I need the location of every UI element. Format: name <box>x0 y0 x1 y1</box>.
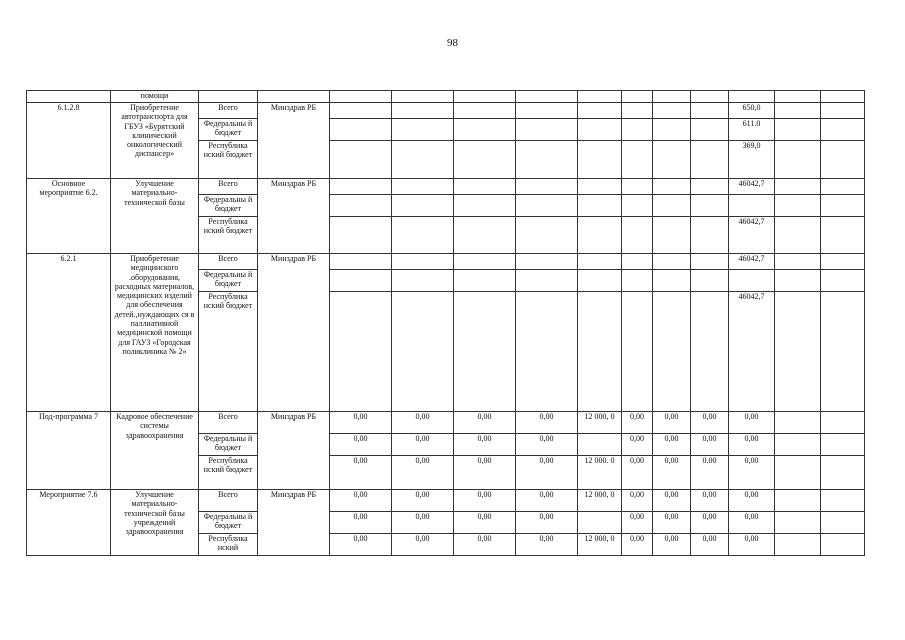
code-cell: 6.2.1 <box>27 254 111 412</box>
value-cell <box>578 270 622 292</box>
value-cell: 0,00 <box>691 512 729 534</box>
value-cell: 46042,7 <box>729 292 775 412</box>
code-cell: 6.1.2.8 <box>27 103 111 179</box>
value-cell: 611.0 <box>729 119 775 141</box>
value-cell: 650,0 <box>729 103 775 119</box>
value-cell <box>821 119 865 141</box>
value-cell: 0,00 <box>691 434 729 456</box>
value-cell <box>775 534 821 556</box>
value-cell: 0,00 <box>729 456 775 490</box>
value-cell: 46042,7 <box>729 217 775 254</box>
value-cell: 0,00 <box>622 434 653 456</box>
value-cell: 0,00 <box>653 534 691 556</box>
value-cell <box>775 141 821 179</box>
value-cell <box>729 195 775 217</box>
value-cell: 46042,7 <box>729 254 775 270</box>
value-cell <box>516 292 578 412</box>
value-cell <box>821 270 865 292</box>
continuation-row <box>27 91 865 103</box>
value-cell: 0,00 <box>729 412 775 434</box>
source-cell: Всего <box>199 490 258 512</box>
value-cell <box>775 217 821 254</box>
code-cell: Основное мероприятие 6.2. <box>27 179 111 254</box>
value-cell: 0,00 <box>516 434 578 456</box>
value-cell <box>775 490 821 512</box>
value-cell: 0,00 <box>691 490 729 512</box>
value-cell <box>653 179 691 195</box>
value-cell <box>330 195 392 217</box>
source-cell: Федеральны й бюджет <box>199 434 258 456</box>
code-cell: Под-программа 7 <box>27 412 111 490</box>
source-cell: Федеральны й бюджет <box>199 512 258 534</box>
source-cell: Республика нский бюджет <box>199 217 258 254</box>
value-cell: 0,00 <box>691 412 729 434</box>
source-cell: Республика нский <box>199 534 258 556</box>
value-cell: 0,00 <box>653 490 691 512</box>
value-cell <box>392 195 454 217</box>
value-cell <box>622 195 653 217</box>
value-cell: 0,00 <box>729 534 775 556</box>
value-cell: 0,00 <box>653 412 691 434</box>
value-cell: 12 000, 0 <box>578 412 622 434</box>
value-cell: 0,00 <box>330 456 392 490</box>
value-cell <box>821 456 865 490</box>
value-cell <box>578 434 622 456</box>
value-cell: 0,00 <box>454 490 516 512</box>
value-cell: 12 000, 0 <box>578 534 622 556</box>
value-cell <box>454 103 516 119</box>
value-cell: 0.00 <box>691 456 729 490</box>
value-cell: 0,00 <box>454 434 516 456</box>
value-cell <box>653 195 691 217</box>
value-cell <box>691 141 729 179</box>
value-cell <box>775 512 821 534</box>
value-cell <box>392 179 454 195</box>
value-cell <box>516 217 578 254</box>
value-cell <box>653 141 691 179</box>
value-cell <box>691 103 729 119</box>
value-cell: 0,00 <box>330 512 392 534</box>
value-cell <box>392 119 454 141</box>
value-cell <box>622 270 653 292</box>
value-cell <box>775 195 821 217</box>
source-cell: Федеральны й бюджет <box>199 119 258 141</box>
value-cell: 0,00 <box>330 534 392 556</box>
value-cell <box>330 270 392 292</box>
value-cell <box>392 103 454 119</box>
executor-cell: Минздрав РБ <box>258 490 330 556</box>
value-cell: 0,00 <box>622 512 653 534</box>
value-cell: 0,00 <box>516 456 578 490</box>
name-cell: помощи <box>111 91 199 103</box>
value-cell <box>775 270 821 292</box>
value-cell <box>821 217 865 254</box>
value-cell <box>622 292 653 412</box>
value-cell <box>392 270 454 292</box>
value-cell <box>775 434 821 456</box>
value-cell <box>578 141 622 179</box>
value-cell <box>775 292 821 412</box>
value-cell: 0,00 <box>516 534 578 556</box>
value-cell <box>330 254 392 270</box>
value-cell: 0,00 <box>622 456 653 490</box>
value-cell <box>821 412 865 434</box>
value-cell: 46042,7 <box>729 179 775 195</box>
source-cell: Всего <box>199 179 258 195</box>
value-cell <box>691 270 729 292</box>
value-cell <box>516 270 578 292</box>
source-cell: Всего <box>199 254 258 270</box>
value-cell <box>691 195 729 217</box>
code-cell: Мероприятие 7.6 <box>27 490 111 556</box>
value-cell <box>392 292 454 412</box>
value-cell <box>578 103 622 119</box>
value-cell <box>821 179 865 195</box>
value-cell: 0,00 <box>392 412 454 434</box>
value-cell <box>622 217 653 254</box>
value-cell: 0,00 <box>392 534 454 556</box>
value-cell <box>578 292 622 412</box>
value-cell <box>775 179 821 195</box>
executor-cell: Минздрав РБ <box>258 179 330 254</box>
name-cell: Приобретение медицинского .оборудования, расходных материалов, медицинских изделий для обеспечения детей.,нуждающих ся в паллиативной медицинской помощи для ГАУЗ «Городская поликлиника № 2» <box>111 254 199 412</box>
value-cell <box>821 534 865 556</box>
value-cell <box>691 179 729 195</box>
value-cell <box>454 195 516 217</box>
value-cell <box>454 292 516 412</box>
value-cell <box>454 119 516 141</box>
value-cell <box>454 217 516 254</box>
value-cell <box>775 103 821 119</box>
value-cell <box>622 119 653 141</box>
value-cell: 0,00 <box>454 512 516 534</box>
value-cell <box>691 119 729 141</box>
value-cell <box>653 292 691 412</box>
value-cell: 0,00 <box>729 490 775 512</box>
executor-cell: Минздрав РБ <box>258 103 330 179</box>
value-cell <box>516 195 578 217</box>
value-cell <box>821 512 865 534</box>
value-cell <box>821 254 865 270</box>
value-cell: 0,00 <box>392 434 454 456</box>
value-cell <box>516 103 578 119</box>
value-cell: 0,00 <box>454 412 516 434</box>
page-number: 98 <box>447 37 458 49</box>
value-cell: 12 000, 0 <box>578 490 622 512</box>
value-cell <box>622 141 653 179</box>
value-cell: 0,00 <box>622 412 653 434</box>
value-cell: 0,00 <box>653 456 691 490</box>
value-cell <box>622 179 653 195</box>
value-cell <box>516 179 578 195</box>
value-cell <box>653 103 691 119</box>
source-cell: Федеральны й бюджет <box>199 270 258 292</box>
value-cell: 0,00 <box>392 512 454 534</box>
value-cell: 0,00 <box>454 534 516 556</box>
value-cell: 0,00 <box>392 490 454 512</box>
value-cell: 0,00 <box>392 456 454 490</box>
table-row <box>27 490 865 512</box>
value-cell <box>392 217 454 254</box>
name-cell: Приобретение автотранспорта для ГБУЗ «Бурятский клинический онкологический диспансер» <box>111 103 199 179</box>
value-cell: 0,00 <box>729 512 775 534</box>
value-cell <box>691 217 729 254</box>
name-cell: Улучшение материально-технической базы учреждений здравоохранения <box>111 490 199 556</box>
value-cell: 0,00 <box>454 456 516 490</box>
value-cell <box>821 141 865 179</box>
value-cell <box>330 141 392 179</box>
value-cell: 12 000. 0 <box>578 456 622 490</box>
value-cell: 0,00 <box>653 434 691 456</box>
value-cell <box>821 490 865 512</box>
value-cell: 0,00 <box>330 434 392 456</box>
value-cell <box>691 254 729 270</box>
table-row <box>27 179 865 195</box>
value-cell <box>578 195 622 217</box>
value-cell <box>454 254 516 270</box>
source-cell: Всего <box>199 412 258 434</box>
name-cell: Кадровое обеспечение системы здравоохранения <box>111 412 199 490</box>
executor-cell: Минздрав РБ <box>258 254 330 412</box>
source-cell: Республика нский бюджет <box>199 141 258 179</box>
executor-cell: Минздрав РБ <box>258 412 330 490</box>
value-cell <box>653 270 691 292</box>
source-cell: Республика нский бюджет <box>199 292 258 412</box>
value-cell <box>578 512 622 534</box>
source-cell: Всего <box>199 103 258 119</box>
value-cell <box>775 456 821 490</box>
value-cell <box>454 179 516 195</box>
code-cell <box>27 91 111 103</box>
value-cell <box>516 254 578 270</box>
table-row <box>27 254 865 270</box>
value-cell <box>775 119 821 141</box>
value-cell <box>454 270 516 292</box>
value-cell <box>653 217 691 254</box>
value-cell: 0,00 <box>516 512 578 534</box>
value-cell <box>392 254 454 270</box>
value-cell: 0,00 <box>330 490 392 512</box>
value-cell: 0,00 <box>622 534 653 556</box>
value-cell <box>516 141 578 179</box>
value-cell <box>330 217 392 254</box>
value-cell <box>775 412 821 434</box>
value-cell <box>729 270 775 292</box>
value-cell <box>578 217 622 254</box>
value-cell: 369,0 <box>729 141 775 179</box>
value-cell: 0,00 <box>516 412 578 434</box>
value-cell <box>330 179 392 195</box>
value-cell <box>578 119 622 141</box>
value-cell: 0,00 <box>330 412 392 434</box>
value-cell: 0,00 <box>622 490 653 512</box>
source-cell: Республика нский бюджет <box>199 456 258 490</box>
value-cell <box>330 119 392 141</box>
value-cell <box>821 103 865 119</box>
value-cell <box>330 292 392 412</box>
value-cell: 0,00 <box>729 434 775 456</box>
table-row <box>27 412 865 434</box>
value-cell <box>653 119 691 141</box>
value-cell <box>454 141 516 179</box>
value-cell <box>653 254 691 270</box>
value-cell <box>821 292 865 412</box>
value-cell <box>392 141 454 179</box>
value-cell: 0,00 <box>516 490 578 512</box>
name-cell: Улучшение материально-технической базы <box>111 179 199 254</box>
value-cell: 0,00 <box>691 534 729 556</box>
value-cell <box>516 119 578 141</box>
value-cell <box>821 434 865 456</box>
value-cell <box>691 292 729 412</box>
value-cell <box>622 103 653 119</box>
value-cell <box>775 254 821 270</box>
value-cell <box>330 103 392 119</box>
table-row <box>27 103 865 119</box>
value-cell: 0,00 <box>653 512 691 534</box>
value-cell <box>578 254 622 270</box>
source-cell: Федеральны й бюджет <box>199 195 258 217</box>
value-cell <box>622 254 653 270</box>
value-cell <box>821 195 865 217</box>
budget-table <box>26 90 865 556</box>
value-cell <box>578 179 622 195</box>
